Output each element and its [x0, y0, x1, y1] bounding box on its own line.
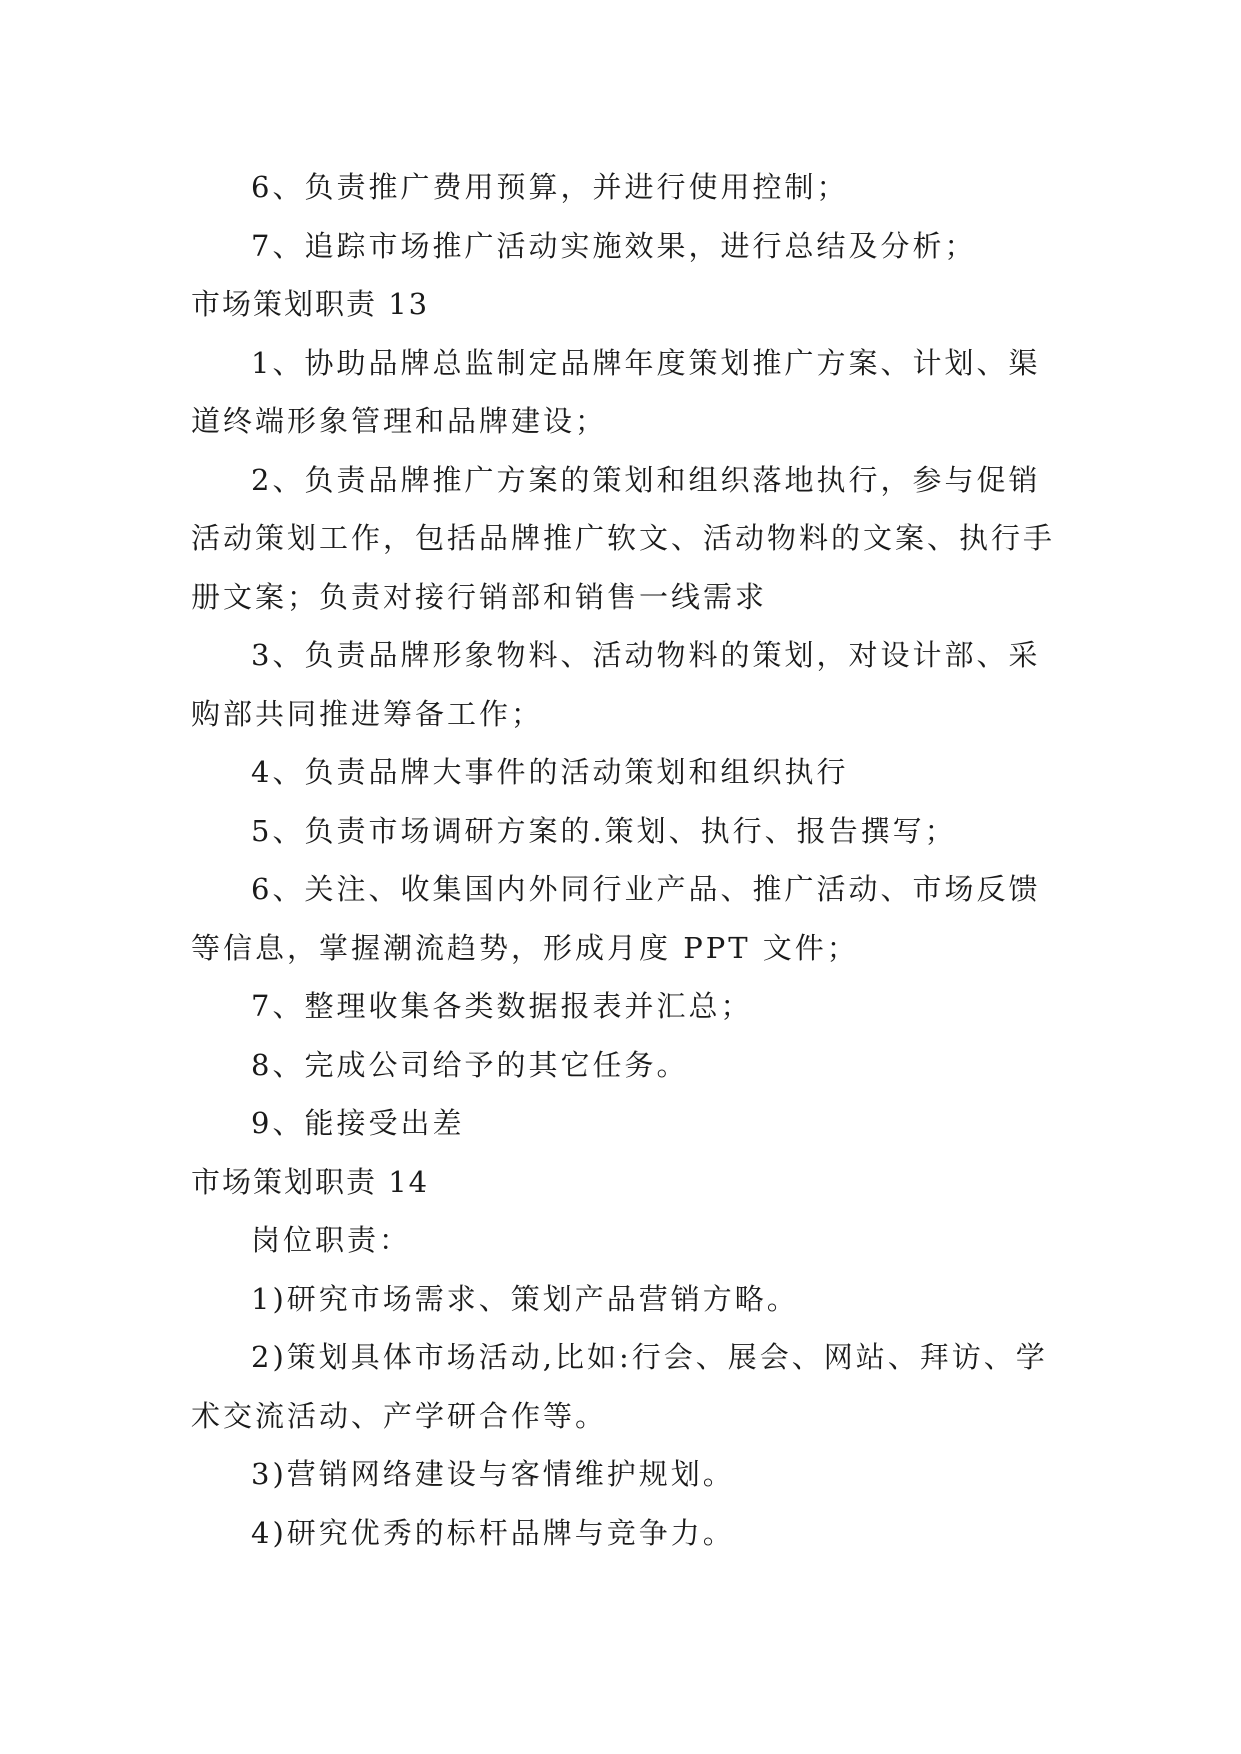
paragraph: 9、能接受出差	[251, 1106, 465, 1140]
paragraph: 1)研究市场需求、策划产品营销方略。	[251, 1281, 799, 1316]
document-body	[191, 158, 1061, 1562]
paragraph: 6、关注、收集国内外同行业产品、推广活动、市场反馈等信息，掌握潮流趋势，形成月度 PPT 文件；	[191, 872, 1041, 965]
paragraph: 4、负责品牌大事件的活动策划和组织执行	[251, 755, 849, 789]
paragraph: 7、整理收集各类数据报表并汇总；	[251, 989, 753, 1023]
paragraph: 5、负责市场调研方案的.策划、执行、报告撰写；	[251, 813, 957, 848]
paragraph: 7、追踪市场推广活动实施效果，进行总结及分析；	[251, 228, 977, 263]
section-heading: 市场策划职责 14	[191, 1164, 430, 1199]
section-heading: 市场策划职责 13	[191, 287, 430, 321]
paragraph: 6、负责推广费用预算，并进行使用控制；	[251, 170, 849, 204]
paragraph: 3)营销网络建设与客情维护规划。	[251, 1457, 735, 1491]
paragraph: 3、负责品牌形象物料、活动物料的策划，对设计部、采购部共同推进筹备工作；	[191, 638, 1041, 731]
paragraph: 岗位职责：	[251, 1223, 412, 1257]
paragraph: 2)策划具体市场活动,比如:行会、展会、网站、拜访、学术交流活动、产学研合作等。	[191, 1340, 1048, 1433]
paragraph: 4)研究优秀的标杆品牌与竞争力。	[251, 1515, 735, 1550]
paragraph: 2、负责品牌推广方案的策划和组织落地执行，参与促销活动策划工作，包括品牌推广软文、活动物料的文案、执行手册文案；负责对接行销部和销售一线需求	[191, 462, 1056, 614]
paragraph: 1、协助品牌总监制定品牌年度策划推广方案、计划、渠道终端形象管理和品牌建设；	[191, 345, 1041, 438]
paragraph: 8、完成公司给予的其它任务。	[251, 1047, 689, 1082]
